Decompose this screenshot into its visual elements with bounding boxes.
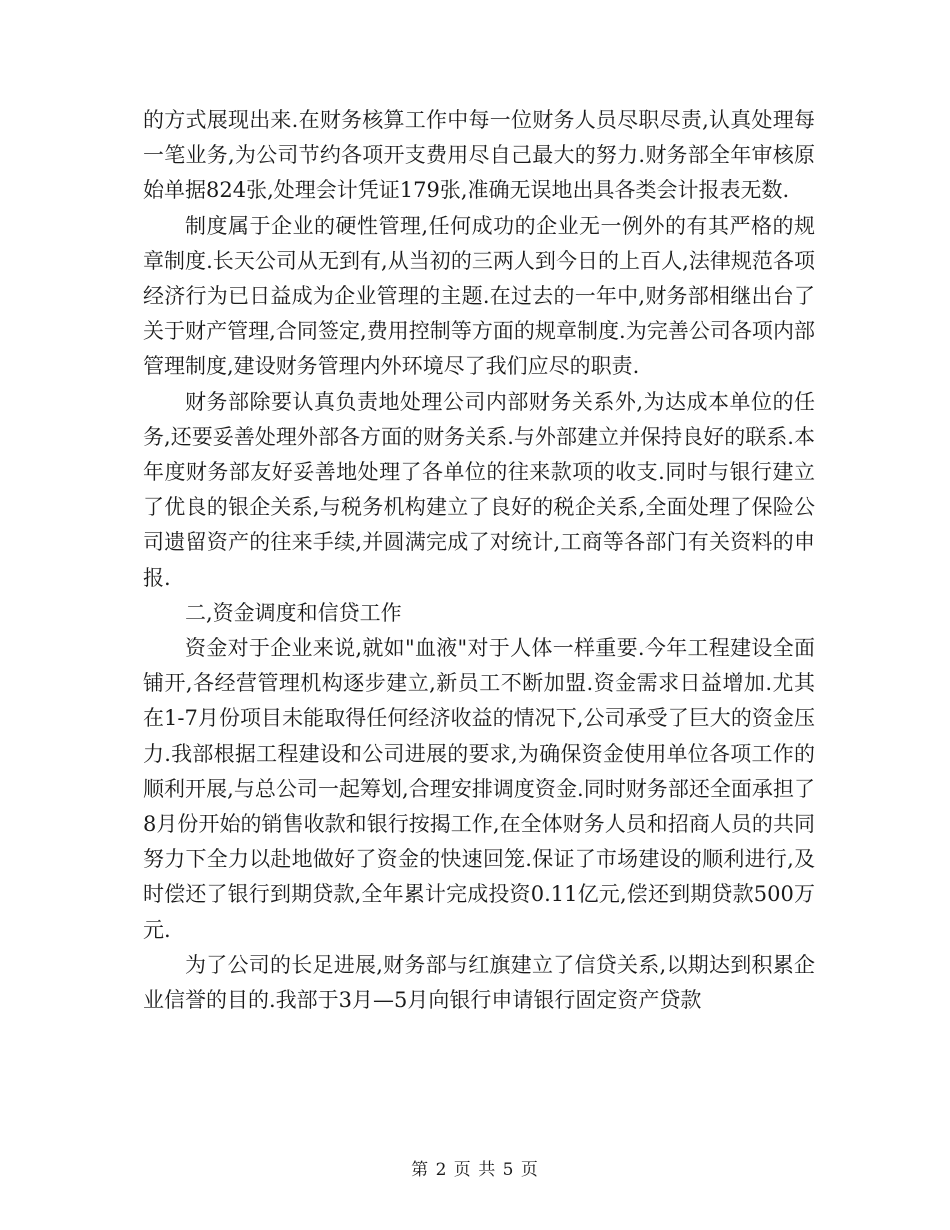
page-footer: 第 2 页 共 5 页 [411,1160,539,1180]
paragraph-2: 制度属于企业的硬性管理,任何成功的企业无一例外的有其严格的规章制度.长天公司从无到有,从当初的三两人到今日的上百人,法律规范各项经济行为已日益成为企业管理的主题.在过去的一年中,财务部相继出台了关于财产管理,合同签定,费用控制等方面的规章制度.为完善公司各项内部管理制度,建设财务管理内外环境尽了我们应尽的职责. [143,213,815,379]
paragraph-5: 为了公司的长足进展,财务部与红旗建立了信贷关系,以期达到积累企业信誉的目的.我部于3月—5月向银行申请银行固定资产贷款 [143,952,815,1013]
paragraph-4: 资金对于企业来说,就如"血液"对于人体一样重要.今年工程建设全面铺开,各经营管理机构逐步建立,新员工不断加盟.资金需求日益增加.尤其在1-7月份项目未能取得任何经济收益的情况下,公司承受了巨大的资金压力.我部根据工程建设和公司进展的要求,为确保资金使用单位各项工作的顺利开展,与总公司一起筹划,合理安排调度资金.同时财务部还全面承担了8月份开始的销售收款和银行按揭工作,在全体财务人员和招商人员的共同努力下全力以赴地做好了资金的快速回笼.保证了市场建设的顺利进行,及时偿还了银行到期贷款,全年累计完成投资0.11亿元,偿还到期贷款500万元. [143,636,815,942]
paragraph-1: 的方式展现出来.在财务核算工作中每一位财务人员尽职尽责,认真处理每一笔业务,为公司节约各项开支费用尽自己最大的努力.财务部全年审核原始单据824张,处理会计凭证179张,准确无误地出具各类会计报表无数. [143,108,815,203]
document-body [143,103,815,1018]
paragraph-3: 财务部除要认真负责地处理公司内部财务关系外,为达成本单位的任务,还要妥善处理外部各方面的财务关系.与外部建立并保持良好的联系.本年度财务部友好妥善地处理了各单位的往来款项的收支.同时与银行建立了优良的银企关系,与税务机构建立了良好的税企关系,全面处理了保险公司遗留资产的往来手续,并圆满完成了对统计,工商等各部门有关资料的申报. [143,389,815,590]
section-heading: 二,资金调度和信贷工作 [185,600,402,625]
